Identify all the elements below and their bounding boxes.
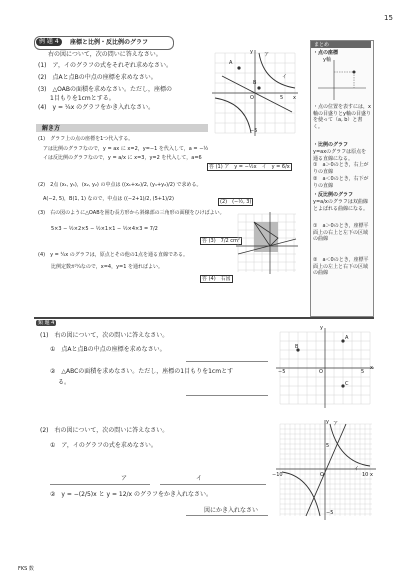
practice1-label-5: 5 <box>361 369 365 375</box>
solution-line-3: イは反比例のグラフなので，y = a/x に x=3，y=2 を代入して，a=6 <box>38 155 202 161</box>
practice-q1-answer-line-1[interactable] <box>186 361 268 362</box>
practice1-label-x: x <box>370 365 373 371</box>
example-graph <box>212 50 298 136</box>
solution-line-2: アは比例のグラフなので，y = ax に x=2，y=−1 を代入して，a = −½ <box>38 146 209 152</box>
answer-3: 答 (3) 7/2 cm² <box>202 238 240 244</box>
sidebar-item-position: ・点の位置を表すには，x軸の目盛りとy軸の目盛りを使って（a, b）と書く。 <box>313 104 371 130</box>
example-q4: (4) y = ¼x のグラフをかき入れなさい。 <box>38 104 155 111</box>
practice-q2-label-i: イ <box>196 475 203 482</box>
example-q2: (2) 点Aと点Bの中点の座標を求めなさい。 <box>38 74 157 81</box>
practice-q2-prompt: (2) 右の図について，次の問いに答えなさい。 <box>40 427 169 434</box>
practice1-label-b: B <box>295 344 299 350</box>
page-number: 15 <box>384 14 393 22</box>
example-label-i: イ <box>282 74 288 80</box>
example-label-a: ア <box>264 52 270 58</box>
example-intro: 右の図について，次の問いに答えなさい。 <box>48 51 162 58</box>
practice1-label-c: C <box>345 381 349 387</box>
solution-title: 解き方 <box>42 124 61 132</box>
practice2-label-neg5: −5 <box>326 510 334 516</box>
example-label-o: O <box>250 95 254 101</box>
practice2-label-o: O <box>320 472 324 478</box>
practice2-label-5: 5 <box>326 443 330 449</box>
practice-q1-prompt: (1) 右の図について，次の問いに答えなさい。 <box>40 332 169 339</box>
solution-line-7: 5×3 − ½×2×5 − ½×1×1 − ½×4×3 = 7/2 <box>46 226 158 232</box>
sidebar-coord-diagram <box>314 58 368 102</box>
practice-q2-answer-line-a[interactable] <box>50 484 150 485</box>
sidebar-item-prop-pos: ① a＞0のとき，右上がりの直線 <box>313 162 369 175</box>
example-label-5: 5 <box>280 95 284 101</box>
example-q3: (3) △OABの面積を求めなさい。ただし，座標の <box>38 86 172 93</box>
solution-graph <box>236 212 298 274</box>
solution-bar <box>36 124 208 132</box>
answer-2: (2) (−½, 3) <box>220 199 252 205</box>
sidebar-item-inverse-desc: y=a/xのグラフは双曲線とよばれる曲線になる。 <box>313 199 369 212</box>
sidebar-item-inv-pos: ① a＞0のとき，座標平面上の右上と左下の区域の曲線 <box>313 223 369 242</box>
practice-graph-1 <box>276 328 374 408</box>
practice2-label-i: イ <box>354 466 360 472</box>
practice-q1-sub1: ① 点Aと点Bの中点の座標を求めなさい。 <box>50 346 166 353</box>
practice-q1-answer-line-2[interactable] <box>186 395 268 396</box>
sidebar-y-axis-label: y軸 <box>323 57 331 63</box>
practice1-label-o: O <box>319 369 323 375</box>
example-label-b-point: B <box>253 80 257 86</box>
solution-line-4: (2) 2点 (x₁, y₁)，(x₂, y₂) の中点は ((x₁+x₂)/2, (y₁+y₂)/2) で求める。 <box>38 182 202 188</box>
example-label-a-point: A <box>229 60 233 66</box>
example-title: 座標と比例・反比例のグラフ <box>70 38 149 46</box>
sidebar-item-coords: ・点の座標 <box>313 50 339 56</box>
solution-line-6: (3) 右の図のように△OABを囲む長方形から斜線部の三角形の面積をひけばよい。 <box>38 210 225 216</box>
example-q1: (1) ア，イのグラフの式をそれぞれ求めなさい。 <box>38 62 173 69</box>
example-label-x: x <box>293 95 296 101</box>
practice-q2-sub1: ① ア，イのグラフの式を求めなさい。 <box>50 442 157 449</box>
practice-q2-answer-line-i[interactable] <box>160 484 266 485</box>
practice-q1-sub2-cont: る。 <box>58 379 71 386</box>
practice-q2-sub2: ② y = −(2/5)x と y = 12/x のグラフをかき入れなさい。 <box>50 491 213 498</box>
practice1-label-y: y <box>320 325 323 331</box>
practice-graph-2 <box>276 420 376 520</box>
example-line-a <box>222 76 292 112</box>
solution-rectangle <box>254 222 278 252</box>
practice2-label-y: y <box>326 419 329 425</box>
practice2-label-10: 10 <box>362 472 369 478</box>
answer-1: 答 (1) ア y = −½x イ y = 6/x <box>209 164 290 170</box>
practice2-label-a: ア <box>333 421 339 427</box>
footer-label: FKS 数 <box>18 566 34 572</box>
solution-line-9: 比例定数が¼なので，x=4，y=1 を通ればよい。 <box>46 264 163 270</box>
practice2-label-x: x <box>370 472 373 478</box>
practice2-label-neg10: −10 <box>272 472 283 478</box>
sidebar-item-inv-neg: ② a＜0のとき，座標平面上の左上と右下の区域の曲線 <box>313 257 369 276</box>
practice-divider <box>34 317 374 319</box>
practice-q2-note: 図にかき入れなさい <box>204 507 259 514</box>
example-label-y: y <box>250 49 253 55</box>
practice-q2-label-a: ア <box>121 475 128 482</box>
example-hyperbola-lower <box>215 98 251 133</box>
solution-line-1: (1) グラフ上の点の座標を1つ代入する。 <box>38 136 134 142</box>
example-point-a <box>237 66 240 69</box>
practice-q2-answer-line-2[interactable] <box>186 515 268 516</box>
sidebar-header: まとめ <box>314 41 330 48</box>
practice-q1-sub2: ② △ABCの面積を求めなさい。ただし，座標の1目もりを1cmとす <box>50 368 234 375</box>
example-label-neg5: −5 <box>250 128 258 134</box>
example-badge: 例 題 4 <box>36 38 62 46</box>
practice-badge: 類 題 4 <box>38 320 55 326</box>
sidebar-item-inverse: ・反比例のグラフ <box>313 192 354 198</box>
sidebar-item-proportional-desc: y=axのグラフは原点を通る直線になる。 <box>313 149 367 162</box>
sidebar-item-prop-neg: ② a＜0のとき，右下がりの直線 <box>313 176 369 189</box>
practice1-label-a: A <box>345 335 349 341</box>
sidebar-item-proportional: ・比例のグラフ <box>313 142 349 148</box>
example-q3-cont: 1目もりを1cmとする。 <box>38 95 115 102</box>
solution-line-8: (4) y = ¼x のグラフは，原点とその他の1点を通る直線である。 <box>38 252 188 258</box>
answer-4: 答 (4) 右図 <box>202 276 231 282</box>
practice1-label-neg5: −5 <box>278 369 286 375</box>
example-point-b <box>257 86 260 89</box>
solution-line-5: A(−2, 5)，B(1, 1) なので，中点は ((−2+1)/2, (5+1)/2) <box>38 196 174 202</box>
